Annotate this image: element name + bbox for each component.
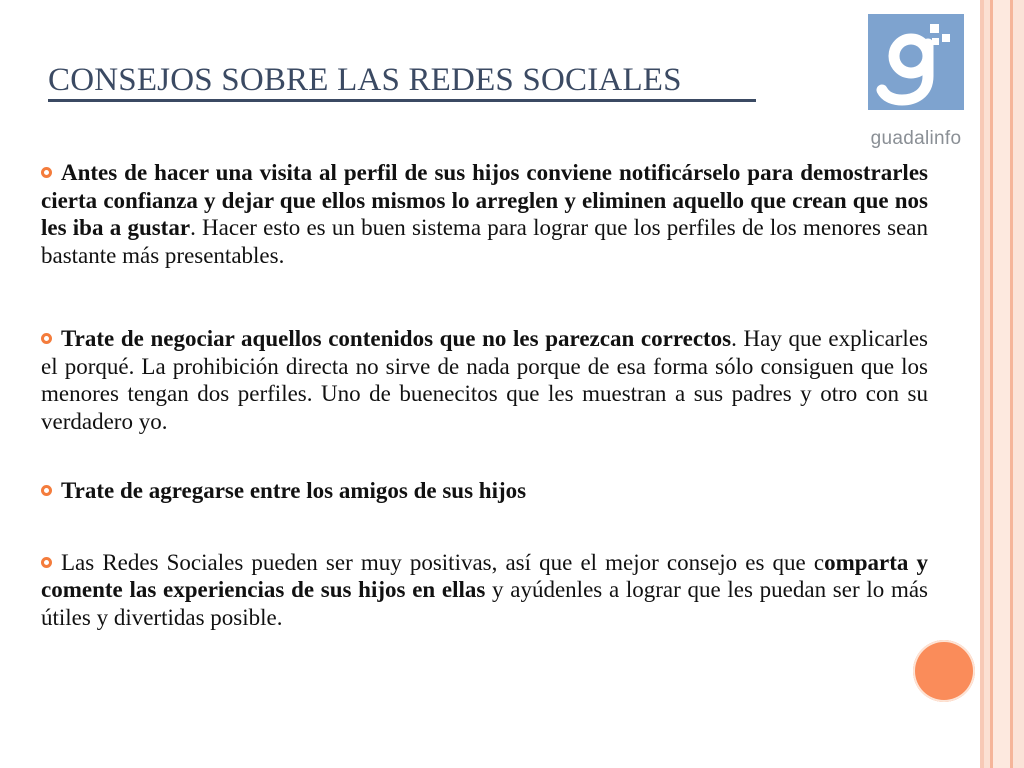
logo-wordmark: guadalinfo [870,128,962,149]
bullet-item [41,159,928,269]
bullet-bold-text: Trate de negociar aquellos contenidos que no les parezcan correctos [61,326,732,351]
bullet-item [41,549,928,632]
decorative-stripes [980,0,1024,768]
bullet-bold-text: Antes de hacer una visita al perfil de sus hijos conviene notificárselo para demostrarles cierta confianza y dejar que ellos mismos lo arreglen y eliminen aquello que crean que nos les iba a gustar [41,160,928,240]
guadalinfo-logo [866,14,964,149]
bullet-text: . Hacer esto es un buen sistema para lograr que los perfiles de los menores sean bastante más presentables. [41,215,928,268]
bullet-text: y ayúdenles a lograr que les puedan ser lo más útiles y divertidas posible. [41,577,928,630]
slide-title: CONSEJOS SOBRE LAS REDES SOCIALES [48,62,682,98]
decorative-circle [913,640,975,702]
bullet-marker-icon [41,333,52,344]
bullet-marker-icon [41,167,52,178]
bullet-text: Las Redes Sociales pueden ser muy positivas, así que el mejor consejo es que c [61,549,825,575]
bullet-item [41,477,928,505]
bullet-bold-text: omparta y comente las experiencias de sus hijos en ellas [41,549,928,602]
bullet-bold-text: Trate de agregarse entre los amigos de sus hijos [61,478,527,503]
title-underline [48,99,756,102]
bullet-text: . Hay que explicarles el porqué. La prohibición directa no sirve de nada porque de esa forma sólo consiguen que los menores tengan dos perfiles. Uno de buenecitos que les muestran a sus padres y otro con su verdadero yo. [41,326,928,434]
logo-g-icon [868,14,964,110]
bullet-marker-icon [41,485,52,496]
bullet-list [41,159,928,631]
bullet-item [41,325,928,435]
bullet-marker-icon [41,557,52,568]
